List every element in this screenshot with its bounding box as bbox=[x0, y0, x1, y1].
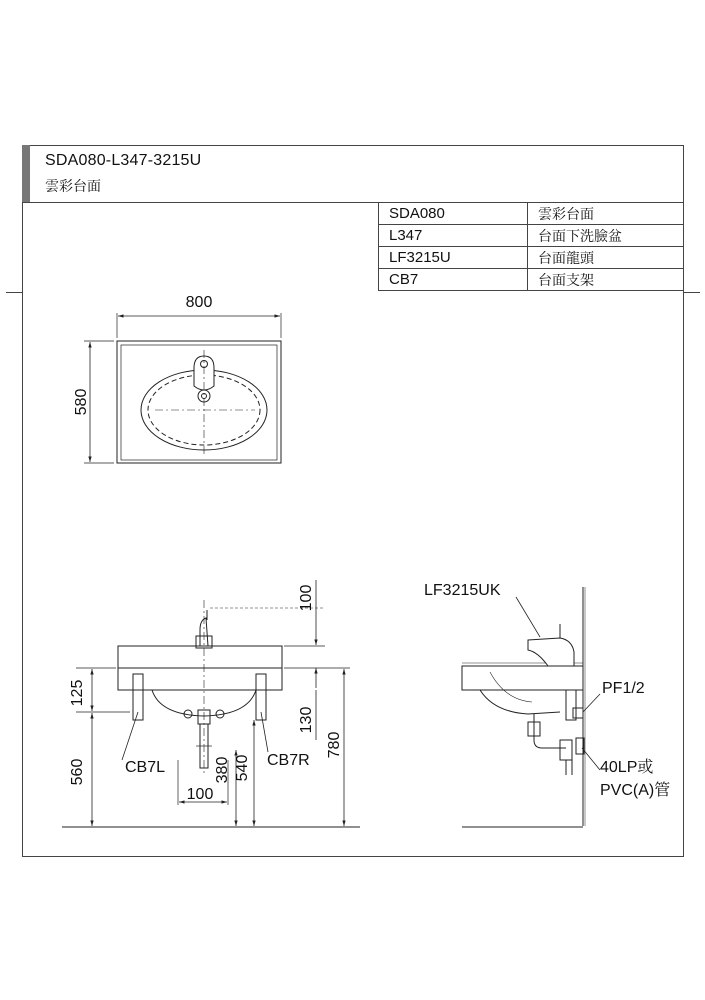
side-view bbox=[462, 587, 600, 827]
side-counter bbox=[462, 666, 583, 690]
label-supply: PF1/2 bbox=[602, 680, 645, 697]
counter-slab bbox=[118, 646, 282, 668]
label-drain-line1: 40LP或 bbox=[600, 759, 654, 776]
leader-supply bbox=[583, 694, 600, 712]
part-code: LF3215U bbox=[379, 247, 528, 269]
dim-counter-label: 125 bbox=[69, 679, 86, 707]
dim-spacing-label: 100 bbox=[186, 786, 214, 803]
dim-total-label: 780 bbox=[326, 731, 343, 759]
dim-bracket-label: 540 bbox=[234, 754, 251, 782]
label-faucet-model: LF3215UK bbox=[424, 582, 501, 599]
side-bracket bbox=[566, 690, 576, 720]
model-code: SDA080-L347-3215U bbox=[45, 152, 202, 169]
part-code: L347 bbox=[379, 225, 528, 247]
side-basin-icon bbox=[480, 690, 560, 714]
dim-faucet-label: 100 bbox=[298, 584, 315, 612]
side-basin-rim-icon bbox=[490, 672, 532, 702]
supply-valve-icon bbox=[573, 708, 583, 718]
side-faucet-icon bbox=[528, 638, 574, 666]
label-drain-line2: PVC(A)管 bbox=[600, 782, 671, 799]
leader-cb7l bbox=[122, 712, 138, 760]
part-name: 台面龍頭 bbox=[528, 247, 684, 269]
top-view bbox=[84, 313, 281, 463]
dim-drain-label: 380 bbox=[214, 756, 231, 784]
dim-floor-label: 560 bbox=[69, 758, 86, 786]
part-name: 台面下洗臉盆 bbox=[528, 225, 684, 247]
leader-drain bbox=[582, 748, 600, 770]
part-code: CB7 bbox=[379, 269, 528, 291]
part-code: SDA080 bbox=[379, 203, 528, 225]
part-name: 雲彩台面 bbox=[528, 203, 684, 225]
label-cb7l: CB7L bbox=[125, 759, 166, 776]
leader-faucet bbox=[516, 597, 540, 637]
trap-elbow-icon bbox=[560, 740, 572, 760]
label-cb7r: CB7R bbox=[267, 752, 310, 769]
product-name: 雲彩台面 bbox=[45, 178, 101, 194]
trap-pipe-icon bbox=[534, 714, 566, 748]
dim-depth-label: 580 bbox=[73, 388, 90, 416]
leader-cb7r bbox=[261, 712, 268, 752]
dim-width-label: 800 bbox=[185, 294, 213, 311]
part-name: 台面支架 bbox=[528, 269, 684, 291]
dim-basin-label: 130 bbox=[298, 706, 315, 734]
